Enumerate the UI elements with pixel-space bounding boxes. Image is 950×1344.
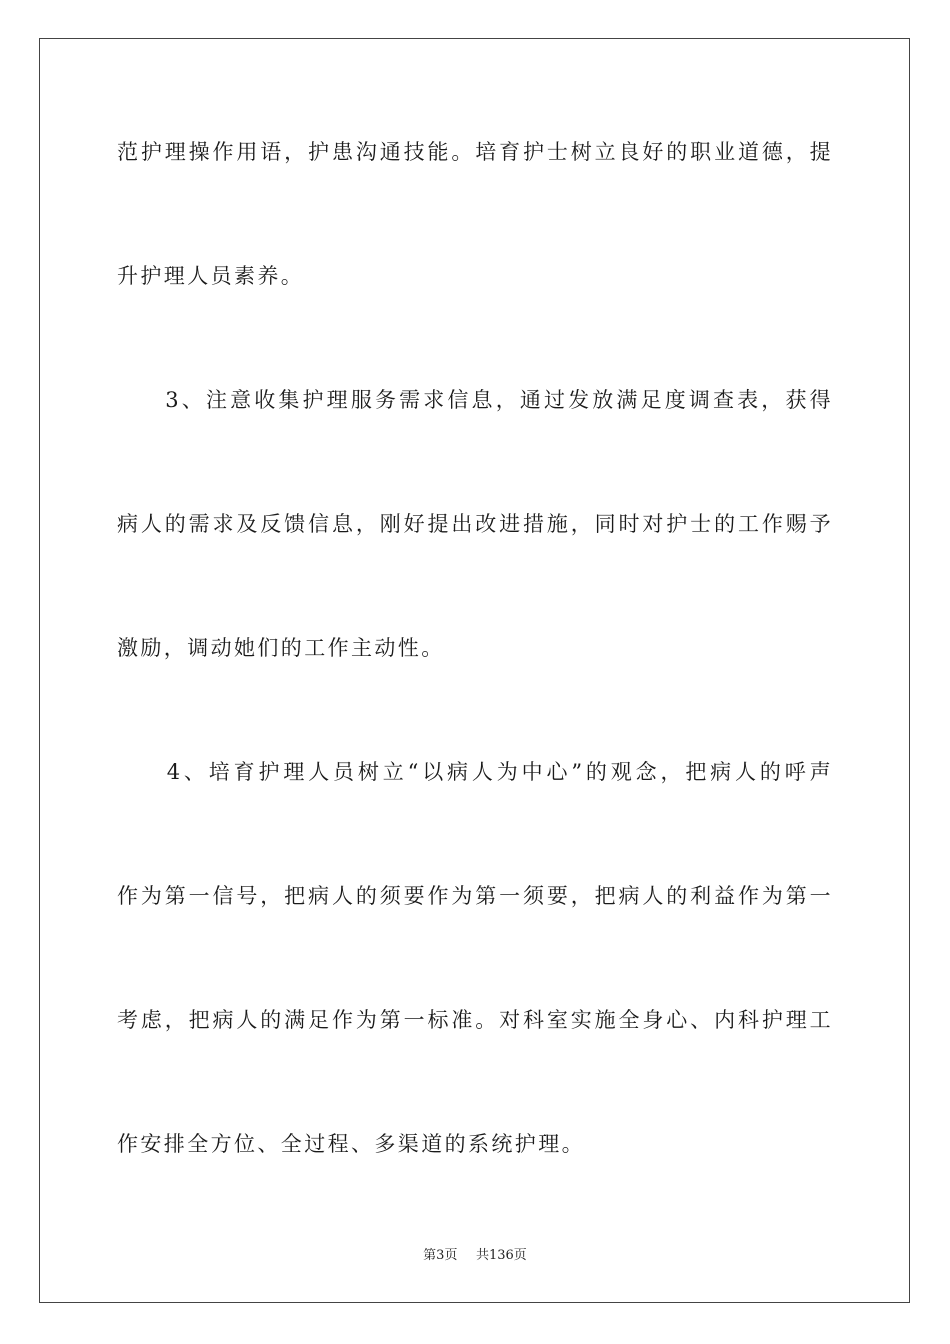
paragraph-line-6: 4、培育护理人员树立“以病人为中心”的观念，把病人的呼声 <box>117 760 833 784</box>
paragraph-line-2: 升护理人员素养。 <box>117 264 305 288</box>
paragraph-line-1: 范护理操作用语，护患沟通技能。培育护士树立良好的职业道德，提 <box>117 140 833 164</box>
page-total: 共136页 <box>475 1248 527 1263</box>
paragraph-line-7: 作为第一信号，把病人的须要作为第一须要，把病人的利益作为第一 <box>117 884 833 908</box>
paragraph-line-8: 考虑，把病人的满足作为第一标准。对科室实施全身心、内科护理工 <box>117 1008 833 1032</box>
page-footer <box>0 1247 950 1265</box>
paragraph-line-4: 病人的需求及反馈信息，刚好提出改进措施，同时对护士的工作赐予 <box>117 512 833 536</box>
paragraph-line-9: 作安排全方位、全过程、多渠道的系统护理。 <box>117 1132 585 1156</box>
page-border <box>39 38 910 1303</box>
paragraph-line-3: 3、注意收集护理服务需求信息，通过发放满足度调查表，获得 <box>117 388 833 412</box>
page-number: 第3页 <box>423 1248 458 1263</box>
paragraph-line-5: 激励，调动她们的工作主动性。 <box>117 636 445 660</box>
